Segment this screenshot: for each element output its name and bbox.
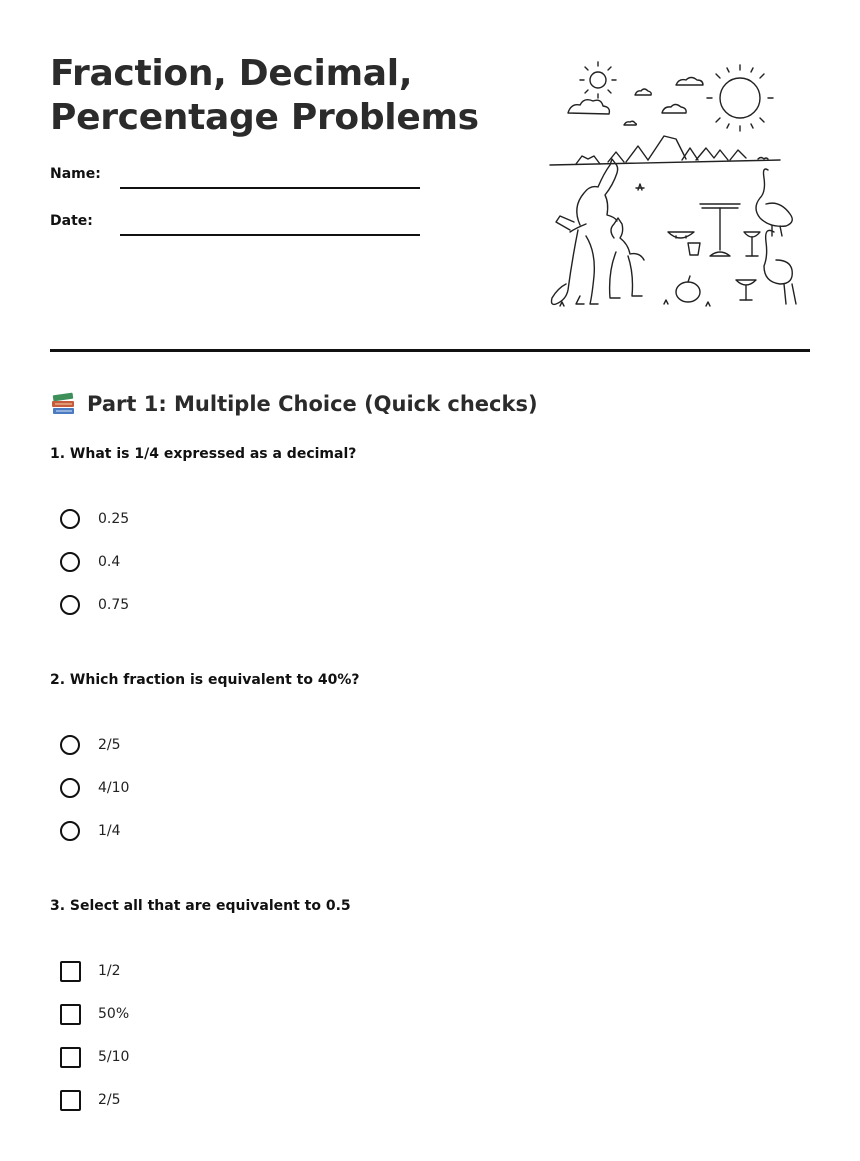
question-text: 2. Which fraction is equivalent to 40%? xyxy=(50,672,360,688)
option-label: 0.4 xyxy=(98,554,121,570)
option-label: 2/5 xyxy=(98,737,121,753)
option-label: 5/10 xyxy=(98,1049,130,1065)
title-line-2: Percentage Problems xyxy=(50,97,479,138)
question-1 xyxy=(50,444,810,638)
radio-button[interactable] xyxy=(60,778,80,798)
kangaroo-icon xyxy=(552,159,618,304)
option-label: 1/2 xyxy=(98,963,121,979)
option-label: 0.25 xyxy=(98,511,130,527)
mountain-range xyxy=(550,136,780,165)
checkbox[interactable] xyxy=(60,1047,81,1068)
option-q1-c[interactable] xyxy=(50,595,810,638)
date-input-line[interactable] xyxy=(120,234,420,236)
radio-button[interactable] xyxy=(60,509,80,529)
name-input-line[interactable] xyxy=(120,187,420,189)
question-text: 1. What is 1/4 expressed as a decimal? xyxy=(50,446,357,462)
name-field[interactable] xyxy=(50,164,470,188)
pumpkin-icon xyxy=(676,276,700,302)
checkbox[interactable] xyxy=(60,1090,81,1111)
option-q3-a[interactable] xyxy=(50,961,810,1004)
question-text: 3. Select all that are equivalent to 0.5 xyxy=(50,898,351,914)
small-sun-icon xyxy=(580,62,616,98)
title-line-1: Fraction, Decimal, xyxy=(50,53,413,94)
option-label: 1/4 xyxy=(98,823,121,839)
radio-group-q1 xyxy=(50,509,810,638)
option-label: 0.75 xyxy=(98,597,130,613)
question-2 xyxy=(50,670,810,864)
option-q2-c[interactable] xyxy=(50,821,810,864)
radio-group-q2 xyxy=(50,735,810,864)
option-q2-a[interactable] xyxy=(50,735,810,778)
option-q1-a[interactable] xyxy=(50,509,810,552)
option-q3-d[interactable] xyxy=(50,1090,810,1133)
name-label: Name: xyxy=(50,166,101,182)
option-label: 4/10 xyxy=(98,780,130,796)
part1-heading xyxy=(50,390,538,418)
option-q3-b[interactable] xyxy=(50,1004,810,1047)
picnic-table-icon xyxy=(700,204,740,256)
worksheet-header xyxy=(50,0,810,352)
option-q1-b[interactable] xyxy=(50,552,810,595)
page-title xyxy=(50,52,510,140)
date-field[interactable] xyxy=(50,211,470,235)
radio-button[interactable] xyxy=(60,735,80,755)
radio-button[interactable] xyxy=(60,821,80,841)
checkbox[interactable] xyxy=(60,1004,81,1025)
emu-standing-icon xyxy=(756,169,792,236)
grass-tufts xyxy=(560,184,710,306)
part1-title: Part 1: Multiple Choice (Quick checks) xyxy=(87,392,538,416)
emu-walking-icon xyxy=(764,230,796,304)
checkbox[interactable] xyxy=(60,961,81,982)
books-icon xyxy=(50,391,78,417)
option-q3-c[interactable] xyxy=(50,1047,810,1090)
worksheet-page xyxy=(50,0,810,1108)
checkbox-group-q3 xyxy=(50,961,810,1133)
large-sun-icon xyxy=(707,65,773,131)
radio-button[interactable] xyxy=(60,552,80,572)
outback-picnic-illustration xyxy=(540,60,800,315)
option-q2-b[interactable] xyxy=(50,778,810,821)
radio-button[interactable] xyxy=(60,595,80,615)
date-label: Date: xyxy=(50,213,93,229)
cloud-icons xyxy=(568,78,703,126)
watermelon-icon xyxy=(668,232,694,238)
cup-icons xyxy=(688,232,760,300)
wallaby-icon xyxy=(610,218,644,298)
option-label: 50% xyxy=(98,1006,130,1022)
question-3 xyxy=(50,896,810,1133)
option-label: 2/5 xyxy=(98,1092,121,1108)
